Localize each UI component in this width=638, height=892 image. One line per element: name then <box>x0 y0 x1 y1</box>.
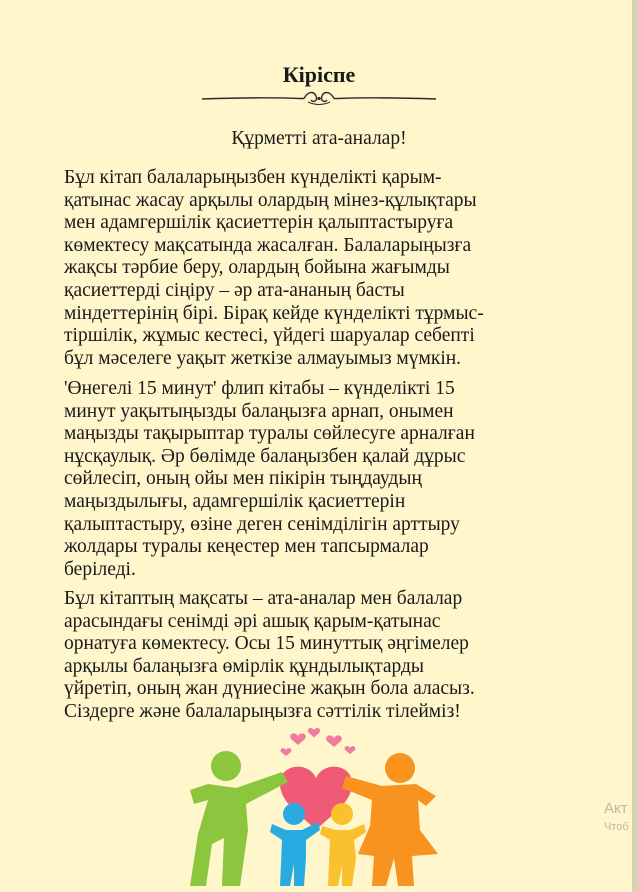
paragraph-line: қатынас жасау арқылы олардың мінез-құлықтары <box>64 189 477 211</box>
paragraph-line: тіршілік, жұмыс кестесі, үйдегі шаруалар себепті <box>64 325 475 347</box>
paragraph-line: бұл мәселеге уақыт жеткізе алмауымыз мүмкін. <box>64 347 462 369</box>
paragraph-line: 'Өнегелі 15 минут' флип кітабы – күнделікті 15 <box>64 378 455 399</box>
watermark-line-2: Чтоб <box>604 821 629 833</box>
small-heart-icon <box>290 733 305 745</box>
paragraph-line: міндеттерінің бірі. Бірақ кейде күнделікті тұрмыс- <box>64 302 484 324</box>
paragraph-2 <box>64 378 594 581</box>
activation-watermark <box>604 800 629 836</box>
paragraph-line: маңыздылығы, адамгершілік қасиеттерін <box>64 490 406 512</box>
paragraph-line: Бұл кітап балаларыңызбен күнделікті қарым- <box>64 167 442 188</box>
paragraph-line: жолдары туралы кеңестер мен тапсырмалар <box>64 536 429 558</box>
paragraph-line: сөйлесіп, оның ойы мен пікірін тыңдаудың <box>64 468 422 490</box>
greeting: Құрметті ата-аналар! <box>231 128 407 149</box>
ornament-divider-icon <box>200 88 438 108</box>
paragraph-1 <box>64 167 594 370</box>
paragraph-line: Бұл кітаптың мақсаты – ата-аналар мен балалар <box>64 588 463 609</box>
paragraph-line: арасындағы сенімді әрі ашық қарым-қатынас <box>64 610 441 632</box>
parent-right-icon <box>342 753 438 886</box>
small-heart-icon <box>281 748 292 756</box>
paragraph-line: үйретіп, оның жан дүниесіне жақын бола аласыз. <box>64 678 475 700</box>
paragraph-line: Сіздерге және балаларыңызға сәттілік тілейміз! <box>64 700 461 722</box>
paragraph-line: минут уақытыңызды балаңызға арнап, онымен <box>64 400 454 422</box>
watermark-line-1: Акт <box>604 800 628 817</box>
parent-left-icon <box>190 751 288 886</box>
small-heart-icon <box>326 735 341 747</box>
page-title: Кіріспе <box>282 62 356 87</box>
paragraph-line: көмектесу мақсатында жасалған. Балаларыңызға <box>64 234 472 256</box>
paragraph-line: маңызды тақырыптар туралы сөйлесуге арналған <box>64 423 475 445</box>
paragraph-line: нұсқаулық. Әр бөлімде балаңызбен қалай дұрыс <box>64 445 466 467</box>
paragraph-line: арқылы балаңызға өмірлік құндылықтарды <box>64 655 425 677</box>
paragraph-line: беріледі. <box>64 558 136 580</box>
small-heart-icon <box>308 728 320 738</box>
paragraph-line: жақсы тәрбие беру, олардың бойына жағымды <box>64 257 450 279</box>
small-heart-icon <box>345 746 356 754</box>
paragraph-line: қасиеттерді сіңіру – әр ата-ананың басты <box>64 279 405 301</box>
paragraph-3 <box>64 588 594 724</box>
paragraph-line: қалыптастыру, өзіне деген сенімділігін арттыру <box>64 513 460 535</box>
paragraph-line: орнатуға көмектесу. Осы 15 минуттық әңгімелер <box>64 633 469 655</box>
family-heart-illustration-icon <box>186 726 448 892</box>
paragraph-line: мен адамгершілік қасиеттерін қалыптастыруға <box>64 212 454 234</box>
